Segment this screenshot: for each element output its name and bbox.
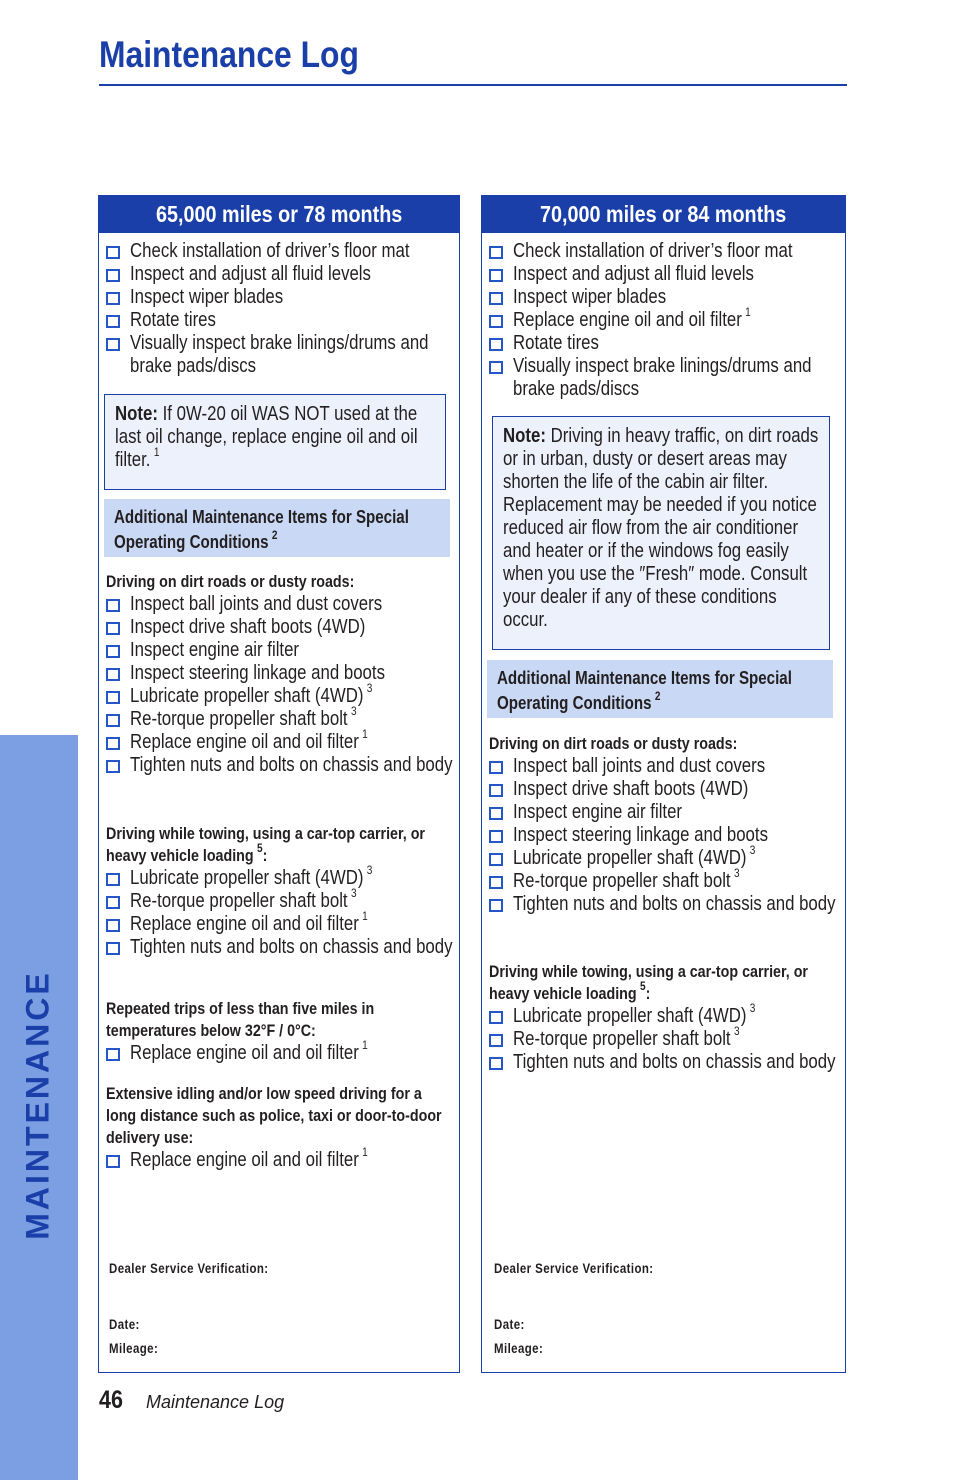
checklist-item-text: Tighten nuts and bolts on chassis and body [130,754,453,776]
checkbox[interactable] [489,338,503,351]
checklist-item [106,886,453,913]
checkbox[interactable] [489,1011,503,1024]
condition-heading: Driving while towing, using a car-top carrier, or heavy vehicle loading $^5$: [489,962,808,1003]
footnote-ref: 1 [745,305,751,320]
checklist-item [106,936,453,959]
checkbox[interactable] [106,737,120,750]
footnote-ref: 5 [256,841,263,856]
footnote-ref: 1 [362,1145,368,1160]
checklist-item [489,305,841,332]
condition-heading: Repeated trips of less than five miles in temperatures below 32°F / 0°C: [106,999,375,1040]
maintenance-column-70000 [481,195,846,1373]
checklist-item [489,893,839,916]
footnote-ref: 3 [366,681,373,696]
checkbox[interactable] [106,269,120,282]
checklist-item-text: Inspect wiper blades [513,286,667,308]
checklist-item [489,263,841,286]
checkbox[interactable] [489,899,503,912]
footnote-ref: 3 [733,1024,740,1039]
checklist-item [106,909,453,936]
checkbox[interactable] [106,760,120,773]
dealer-verification-label: Dealer Service Verification: [494,1260,654,1276]
checklist-item [106,754,453,777]
checkbox[interactable] [106,292,120,305]
checkbox[interactable] [489,361,503,374]
condition-group [106,823,453,959]
checklist-item [106,616,453,639]
checklist-item-text: Re-torque propeller shaft bolt $^3$ [130,704,357,730]
checklist-item [106,1145,453,1172]
checklist-item-text: Lubricate propeller shaft (4WD) $^3$ [513,843,756,869]
additional-items-banner: Additional Maintenance Items for Special Operating Conditions $^2$ [487,660,833,718]
checkbox[interactable] [489,246,503,259]
checklist-item [106,593,453,616]
checklist-item [489,355,841,401]
checkbox[interactable] [106,622,120,635]
footnote-ref: 3 [733,866,740,881]
checklist-item-text: Lubricate propeller shaft (4WD) $^3$ [513,1001,756,1027]
oil-note: Note: If 0W-20 oil WAS NOT used at the last oil change, replace engine oil and oil filter. $^1$ [104,394,446,490]
checklist-item-text: Re-torque propeller shaft bolt $^3$ [513,1024,740,1050]
date-label: Date: [494,1316,525,1332]
checklist-item-text: Tighten nuts and bolts on chassis and body [513,1051,836,1073]
footnote-ref: 3 [350,704,357,719]
checklist-item [489,240,841,263]
checklist-item [489,843,839,870]
checklist-item [106,704,453,731]
checklist-item-text: Replace engine oil and oil filter $^1$ [130,1038,368,1064]
checkbox[interactable] [489,830,503,843]
checkbox[interactable] [489,876,503,889]
condition-group [489,961,839,1074]
checkbox[interactable] [106,246,120,259]
checklist-item [106,639,453,662]
footer-label: Maintenance Log [146,1392,285,1412]
checklist-item [489,801,839,824]
checkbox[interactable] [106,896,120,909]
checklist-item [489,1001,839,1028]
condition-heading: Extensive idling and/or low speed driving for a long distance such as police, taxi or door-to-door delivery use: [106,1084,442,1147]
checklist-item [106,863,453,890]
checklist-item-text: Replace engine oil and oil filter $^1$ [130,1145,368,1171]
footnote-ref: 3 [749,843,756,858]
scheduled-items-list [489,240,841,401]
checklist-item-text: Tighten nuts and bolts on chassis and body [513,893,836,915]
checkbox[interactable] [489,807,503,820]
checkbox[interactable] [106,942,120,955]
footnote-ref: 3 [366,863,373,878]
checklist-item-text: Inspect engine air filter [130,639,300,661]
checklist-item-text: Inspect ball joints and dust covers [130,593,383,615]
checklist-item [106,1038,453,1065]
checklist-item [106,263,455,286]
checklist-item-text: Inspect drive shaft boots (4WD) [513,778,749,800]
title-divider [99,84,847,86]
checklist-item-text: Rotate tires [513,332,599,354]
checklist-item-text: Replace engine oil and oil filter $^1$ [513,305,751,331]
checklist-item-text: Tighten nuts and bolts on chassis and body [130,936,453,958]
condition-heading: Driving on dirt roads or dusty roads: [106,572,355,591]
section-side-label: MAINTENANCE [19,970,56,1240]
condition-group [106,998,453,1065]
checklist-item [106,286,455,309]
checklist-item-text: Inspect and adjust all fluid levels [513,263,754,285]
checklist-item [106,662,453,685]
checklist-item-text: Re-torque propeller shaft bolt $^3$ [130,886,357,912]
maintenance-column-65000 [98,195,460,1373]
checklist-item-text: Check installation of driver’s floor mat [130,240,410,262]
column-header: 70,000 miles or 84 months [481,195,846,233]
footnote-ref: 1 [362,727,368,742]
checklist-item-text: Check installation of driver’s floor mat [513,240,793,262]
checkbox[interactable] [106,873,120,886]
checkbox[interactable] [106,599,120,612]
footnote-ref: 5 [639,979,646,994]
checkbox[interactable] [106,919,120,932]
checkbox[interactable] [489,761,503,774]
checklist-item-text: Inspect steering linkage and boots [513,824,768,846]
checkbox[interactable] [106,645,120,658]
date-label: Date: [109,1316,140,1332]
checkbox[interactable] [489,292,503,305]
checklist-item [106,681,453,708]
checklist-item-text: Lubricate propeller shaft (4WD) $^3$ [130,681,373,707]
checklist-item-text: Rotate tires [130,309,216,331]
checkbox[interactable] [489,784,503,797]
checklist-item [489,824,839,847]
column-header: 65,000 miles or 78 months [98,195,460,233]
checkbox[interactable] [106,714,120,727]
checklist-item-text: Inspect engine air filter [513,801,683,823]
checklist-item-text: Re-torque propeller shaft bolt $^3$ [513,866,740,892]
checkbox[interactable] [106,1048,120,1061]
checkbox[interactable] [106,315,120,328]
checkbox[interactable] [106,668,120,681]
footnote-ref: 3 [350,886,357,901]
additional-items-banner: Additional Maintenance Items for Special Operating Conditions $^2$ [104,499,450,557]
condition-group [489,733,839,916]
checklist-item-text: Inspect wiper blades [130,286,284,308]
checklist-item [106,240,455,263]
checklist-item [489,1024,839,1051]
checklist-item-text: Replace engine oil and oil filter $^1$ [130,909,368,935]
scheduled-items-list [106,240,455,378]
checkbox[interactable] [489,1057,503,1070]
checkbox[interactable] [106,338,120,351]
footnote-ref: 1 [362,909,368,924]
checklist-item-text: Inspect steering linkage and boots [130,662,385,684]
condition-heading: Driving while towing, using a car-top carrier, or heavy vehicle loading $^5$: [106,824,425,865]
footnote-ref: 3 [749,1001,756,1016]
checklist-item [489,866,839,893]
checklist-item [489,286,841,309]
footnote-ref: 1 [362,1038,368,1053]
checklist-item [106,309,455,332]
condition-group [106,1083,453,1172]
checklist-item-text: Lubricate propeller shaft (4WD) $^3$ [130,863,373,889]
checklist-item-text: Replace engine oil and oil filter $^1$ [130,727,368,753]
checkbox[interactable] [489,315,503,328]
page-number: 46 [99,1386,123,1414]
checkbox[interactable] [489,853,503,866]
checklist-item [489,1051,839,1074]
checklist-item-text: Inspect ball joints and dust covers [513,755,766,777]
checkbox[interactable] [106,1155,120,1168]
checklist-item [489,755,839,778]
mileage-label: Mileage: [494,1340,544,1356]
checklist-item-text: Inspect and adjust all fluid levels [130,263,371,285]
checkbox[interactable] [489,269,503,282]
checklist-item [106,332,455,378]
checklist-item [106,727,453,754]
checklist-item [489,778,839,801]
cabin-filter-note: Note: Driving in heavy traffic, on dirt roads or in urban, dusty or desert areas may shorten the life of the cabin air filter. Replacement may be needed if you notice reduced air flow from the air conditioner and heater or if the windows fog easily when you use the ″Fresh″ mode. Consult your dealer if any of these conditions occur. [492,416,830,650]
checkbox[interactable] [106,691,120,704]
checklist-item-text: Visually inspect brake linings/drums and brake pads/discs [513,355,812,400]
checkbox[interactable] [489,1034,503,1047]
checklist-item-text: Visually inspect brake linings/drums and brake pads/discs [130,332,429,377]
dealer-verification-label: Dealer Service Verification: [109,1260,269,1276]
page-title: Maintenance Log [99,34,359,75]
checklist-item [489,332,841,355]
checklist-item-text: Inspect drive shaft boots (4WD) [130,616,366,638]
condition-heading: Driving on dirt roads or dusty roads: [489,734,738,753]
condition-group [106,571,453,777]
mileage-label: Mileage: [109,1340,159,1356]
